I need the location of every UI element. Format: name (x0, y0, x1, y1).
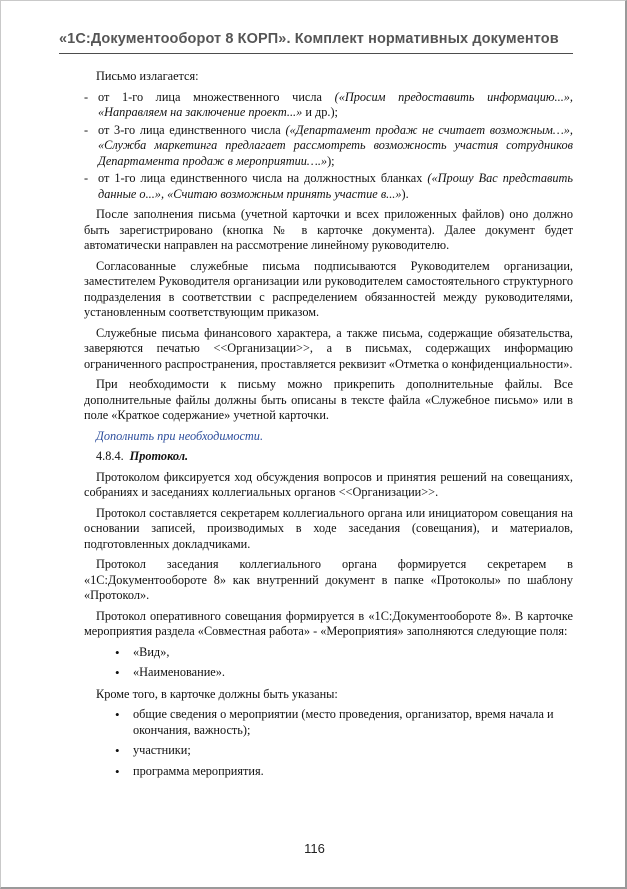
body-paragraph: После заполнения письма (учетной карточки и всех приложенных файлов) оно должно быть зарегистрировано (кнопка № в карточке документа). Далее документ будет автоматически направлен на рассмотрение линейному руководителю. (84, 207, 573, 252)
section-number: 4.8.4. (96, 449, 124, 463)
dash-list (84, 90, 573, 203)
list-item: • участники; (84, 743, 573, 759)
intro-paragraph: Письмо излагается: (96, 69, 199, 83)
dash-list-item (84, 171, 573, 202)
dash-item-lead: от 1-го лица единственного числа на должностных бланках (98, 171, 428, 185)
body-paragraph: Кроме того, в карточке должны быть указаны: (96, 686, 338, 701)
running-header: «1С:Документооборот 8 КОРП». Комплект нормативных документов (59, 31, 559, 47)
section-heading (96, 449, 573, 465)
dash-item-tail: ); (327, 153, 335, 168)
dash-list-item (84, 90, 573, 121)
body-paragraph: Протокол оперативного совещания формируется в «1С:Документообороте 8». В карточке мероприятия раздела «Совместная работа» - «Мероприятия» заполняются следующие поля: (84, 608, 573, 638)
dash-item-tail: ). (401, 186, 409, 201)
supplement-note: Дополнить при необходимости. (96, 428, 264, 443)
dash-item-example: («Просим предоставить информацию...», «Направляем на заключение проект...» (98, 89, 573, 119)
list-item: • программа мероприятия. (84, 764, 573, 780)
body-paragraph: Протоколом фиксируется ход обсуждения вопросов и принятия решений на совещаниях, собраниях и заседаниях коллегиальных органов <<Организации>>. (84, 469, 573, 499)
list-item: • «Наименование». (84, 665, 573, 681)
list-item: • «Вид», (84, 645, 573, 661)
dash-list-item (84, 123, 573, 170)
dash-item-lead: от 3-го лица единственного числа (98, 122, 286, 137)
fields-bullet-list (84, 645, 573, 681)
section-title: Протокол. (129, 449, 189, 463)
dash-item-lead: от 1-го лица множественного числа (98, 89, 335, 104)
page-body (84, 69, 573, 785)
body-paragraph: При необходимости к письму можно прикрепить дополнительные файлы. Все дополнительные файлы должны быть описаны в тексте файла «Служебное письмо» или в поле «Краткое содержание» учетной карточки. (84, 377, 573, 422)
list-item: • общие сведения о мероприятии (место проведения, организатор, время начала и окончания, важность); (84, 707, 573, 738)
dash-item-example: («Прошу Вас представить данные о...», «Считаю возможным принять участие в...» (98, 171, 573, 201)
body-paragraph: Согласованные служебные письма подписываются Руководителем организации, заместителем Руководителя организации или руководителем самостоятельного структурного подразделения в соответствии с распределением обязанностей между руководителями, установленным соответствующим приказом. (84, 258, 573, 319)
header-divider (59, 53, 573, 54)
card-bullet-list (84, 707, 573, 779)
body-paragraph: Протокол составляется секретарем коллегиального органа или инициатором совещания на основании записей, производимых в ходе заседания (совещания), и материалов, подготовленных докладчиками. (84, 505, 573, 551)
body-paragraph: Служебные письма финансового характера, а также письма, содержащие обязательства, заверяются печатью <<Организации>>, а в письмах, содержащих информацию ограниченного распространения, проставляется реквизит «Отметка о конфиденциальности». (84, 325, 573, 371)
dash-item-tail: и др.); (302, 105, 338, 119)
dash-item-example: («Департамент продаж не считает возможным…», «Служба маркетинга предлагает рассмотреть возможность участия сотрудников Департамента продаж в мероприятии….» (98, 122, 573, 168)
page-number: 116 (304, 841, 325, 856)
body-paragraph: Протокол заседания коллегиального органа формируется секретарем в «1С:Документообороте 8» как внутренний документ в папке «Протоколы» по шаблону «Протокол». (84, 557, 573, 602)
